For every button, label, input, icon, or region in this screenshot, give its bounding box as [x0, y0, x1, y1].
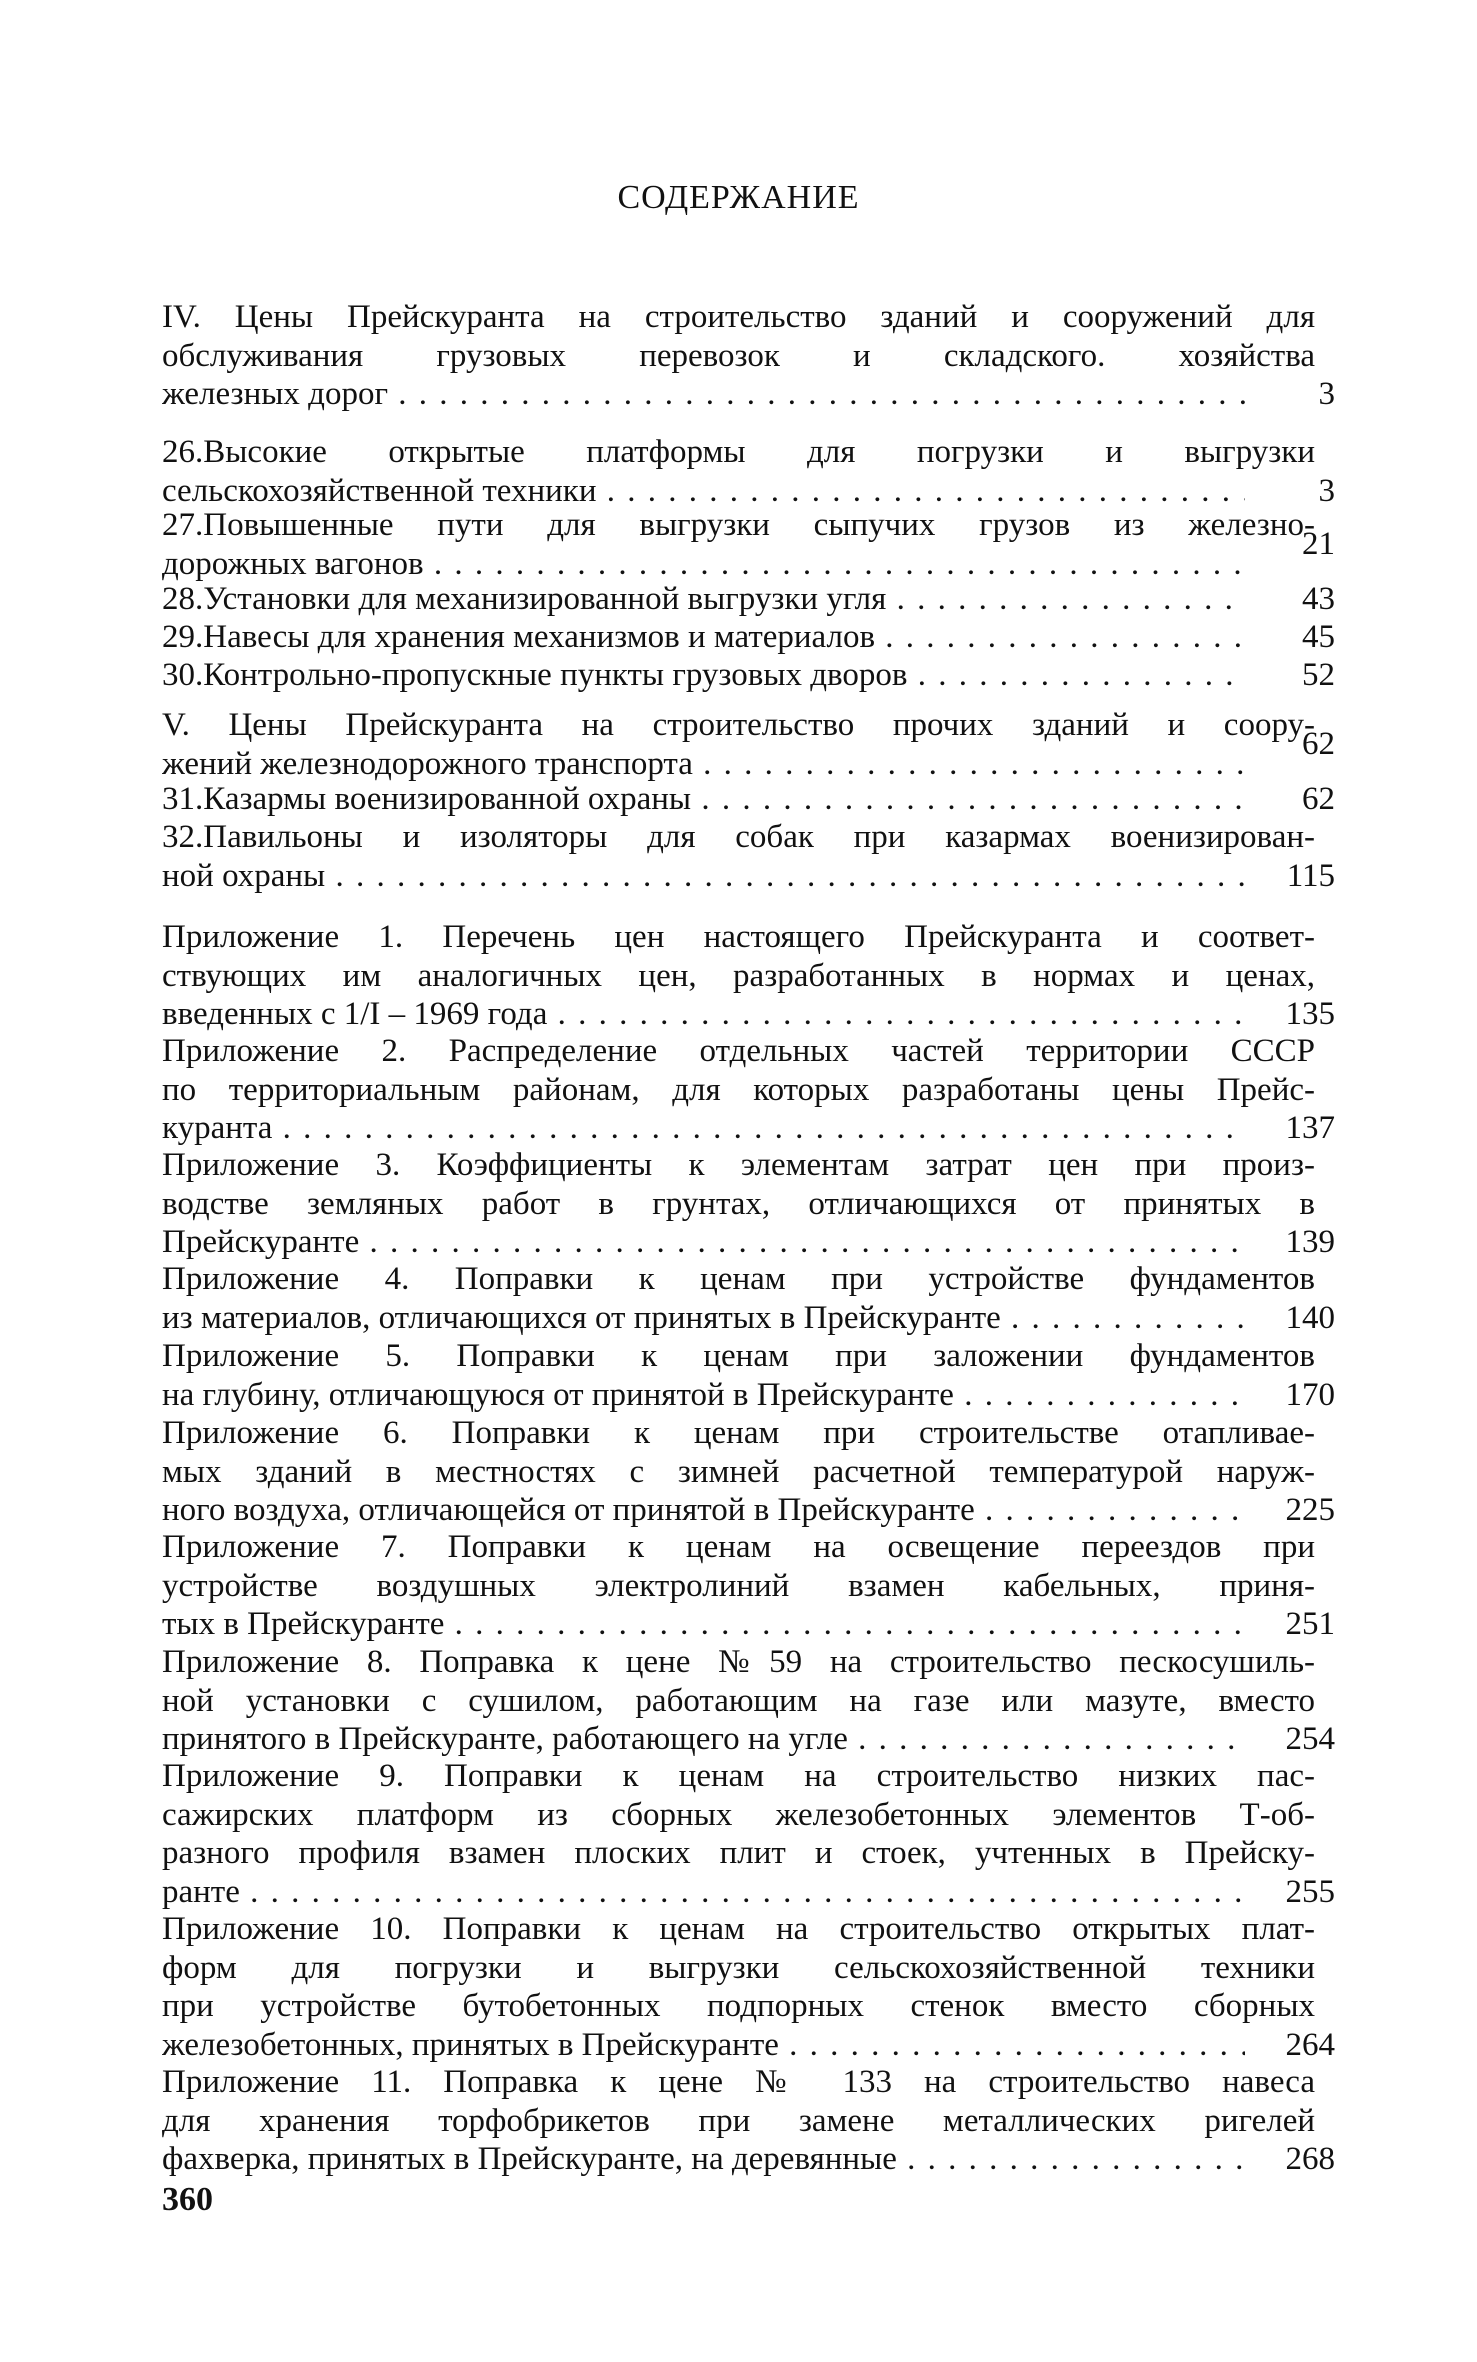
toc-entry-line: мых зданий в местностях с зимней расчетной температурой наруж- [162, 1453, 1315, 1490]
toc-entry [162, 506, 1335, 583]
toc-entry-line: V. Цены Прейскуранта на строительство прочих зданий и соору- [162, 707, 1315, 743]
toc-page-number: 254 [1285, 1721, 1335, 1757]
toc-entry-line: обслуживания грузовых перевозок и складского. хозяйства [162, 337, 1315, 374]
toc-entry [162, 1414, 1335, 1530]
toc-entry-line: фахверка, принятых в Прейскуранте, на деревянные . . . [162, 2140, 1245, 2179]
page-number: 360 [162, 2181, 213, 2218]
toc-entry [162, 1757, 1335, 1911]
toc-entry-line: тых в Прейскуранте . . . [162, 1605, 1245, 1644]
toc-page-number: 3 [1318, 472, 1335, 509]
toc-entry [162, 580, 1335, 619]
toc-entry-line: 32.Павильоны и изоляторы для собак при казармах военизирован- [162, 819, 1315, 855]
toc-page-number: 45 [1302, 619, 1335, 655]
toc-entry-line: Прейскуранте . . . [162, 1223, 1245, 1262]
toc-entry-line: введенных с 1/I – 1969 года . . . [162, 995, 1245, 1034]
toc-entry-line: куранта . . . [162, 1109, 1245, 1148]
toc-page-number: 255 [1285, 1873, 1335, 1910]
toc-entry-line: 27.Повышенные пути для выгрузки сыпучих грузов из железно- [162, 507, 1315, 543]
toc-page-number: 52 [1302, 657, 1335, 693]
toc-entry-line: разного профиля взамен плоских плит и стоек, учтенных в Прейску- [162, 1835, 1315, 1871]
toc-entry-line: ной установки с сушилом, работающим на газе или мазуте, вместо [162, 1682, 1315, 1719]
toc-entry [162, 918, 1335, 1034]
toc-entry [162, 1643, 1335, 1759]
toc-entry-line: 30.Контрольно-пропускные пункты грузовых дворов . . . [162, 656, 1245, 695]
toc-entry-line: сельскохозяйственной техники . . . [162, 472, 1245, 511]
toc-entry-line: Приложение 4. Поправки к ценам при устройстве фундаментов [162, 1261, 1315, 1297]
toc-entry-line: 28.Установки для механизированной выгрузки угля . . . [162, 580, 1245, 619]
toc-entry-line: ранте . . . [162, 1873, 1245, 1912]
toc-page-number: 264 [1285, 2026, 1335, 2063]
toc-entry-line: ной охраны . . . [162, 857, 1245, 896]
toc-entry [162, 818, 1335, 895]
toc-page-number: 251 [1285, 1606, 1335, 1642]
toc-entry [162, 780, 1335, 819]
toc-entry-line: железобетонных, принятых в Прейскуранте . . . [162, 2026, 1245, 2065]
toc-entry-line: из материалов, отличающихся от принятых в Прейскуранте . . . [162, 1299, 1245, 1338]
toc-page-number: 225 [1285, 1492, 1335, 1528]
toc-entry-line: по территориальным районам, для которых разработаны цены Прейс- [162, 1071, 1315, 1108]
toc-page-number: 3 [1318, 376, 1335, 412]
toc-entry-line: Приложение 1. Перечень цен настоящего Прейскуранта и соответ- [162, 919, 1315, 955]
toc-entry [162, 1260, 1335, 1337]
toc-page-number: 140 [1285, 1299, 1335, 1336]
toc-page-number: 21 [1302, 526, 1335, 563]
toc-page-number: 170 [1285, 1376, 1335, 1413]
toc-page-number: 135 [1285, 996, 1335, 1032]
toc-entry-line: устройстве воздушных электролиний взамен кабельных, приня- [162, 1567, 1315, 1604]
toc-entry-line: железных дорог . . . [162, 375, 1245, 414]
toc-entry [162, 618, 1335, 657]
toc-entry [162, 1528, 1335, 1644]
toc-page-number: 115 [1286, 857, 1335, 894]
toc-entry-line: Приложение 8. Поправка к цене №59 на строительство пескосушиль- [162, 1644, 1315, 1680]
toc-entry-line: ного воздуха, отличающейся от принятой в Прейскуранте . . . [162, 1491, 1245, 1530]
toc-page-number: 137 [1285, 1110, 1335, 1146]
toc-entry [162, 1032, 1335, 1148]
toc-entry-line: IV. Цены Прейскуранта на строительство зданий и сооружений для [162, 299, 1315, 335]
toc-entry-line: Приложение 10. Поправки к ценам на строительство открытых плат- [162, 1911, 1315, 1947]
toc-entry-line: ствующих им аналогичных цен, разработанных в нормах и ценах, [162, 957, 1315, 994]
toc-entry [162, 656, 1335, 695]
toc-page-number: 62 [1302, 781, 1335, 817]
toc-page-number: 43 [1302, 581, 1335, 617]
toc-entry [162, 1337, 1335, 1414]
toc-entry-line: Приложение 5. Поправки к ценам при заложении фундаментов [162, 1338, 1315, 1374]
toc-entry-line: сажирских платформ из сборных железобетонных элементов Т-об- [162, 1796, 1315, 1833]
toc-page-number: 139 [1285, 1224, 1335, 1260]
toc-entry-line: 31.Казармы военизированной охраны . . . [162, 780, 1245, 819]
toc-entry [162, 1146, 1335, 1262]
toc-entry [162, 433, 1335, 510]
toc-entry-line: при устройстве бутобетонных подпорных стенок вместо сборных [162, 1988, 1315, 2024]
toc-entry-line: Приложение 11. Поправка к цене № 133 на строительство навеса [162, 2064, 1315, 2100]
toc-entry-line: дорожных вагонов . . . [162, 545, 1245, 584]
toc-entry-line: Приложение 9. Поправки к ценам на строительство низких пас- [162, 1758, 1315, 1794]
toc-entry-line: водстве земляных работ в грунтах, отличающихся от принятых в [162, 1185, 1315, 1222]
toc-page-number: 62 [1302, 726, 1335, 763]
toc-entry-line: 26.Высокие открытые платформы для погрузки и выгрузки [162, 434, 1315, 470]
page-title: СОДЕРЖАНИЕ [617, 179, 860, 216]
toc-page-number: 268 [1285, 2141, 1335, 2177]
toc-entry [162, 298, 1335, 414]
toc-entry [162, 2063, 1335, 2179]
toc-entry-line: Приложение 6. Поправки к ценам при строительстве отапливае- [162, 1415, 1315, 1451]
toc-entry-line: на глубину, отличающуюся от принятой в Прейскуранте . . . [162, 1376, 1245, 1415]
toc-entry [162, 1910, 1335, 2064]
toc-entry-line: для хранения торфобрикетов при замене металлических ригелей [162, 2102, 1315, 2139]
toc-entry-line: жений железнодорожного транспорта . . . [162, 745, 1245, 784]
toc-entry-line: 29.Навесы для хранения механизмов и материалов . . . [162, 618, 1245, 657]
toc-entry-line: принятого в Прейскуранте, работающего на угле . . . [162, 1720, 1245, 1759]
toc-entry-line: форм для погрузки и выгрузки сельскохозяйственной техники [162, 1949, 1315, 1986]
toc-entry-line: Приложение 2. Распределение отдельных частей территории СССР [162, 1033, 1315, 1069]
toc-entry-line: Приложение 7. Поправки к ценам на освещение переездов при [162, 1529, 1315, 1565]
toc-entry [162, 706, 1335, 783]
toc-entry-line: Приложение 3. Коэффициенты к элементам затрат цен при произ- [162, 1147, 1315, 1183]
